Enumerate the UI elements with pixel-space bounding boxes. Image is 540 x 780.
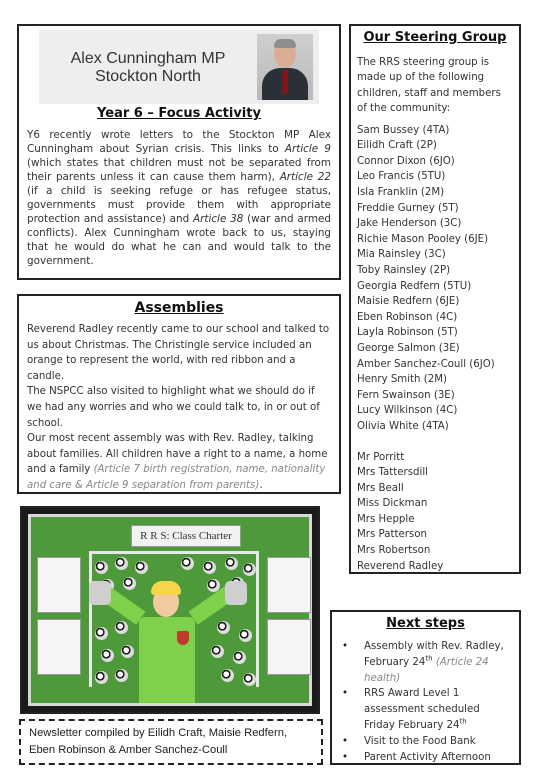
assemblies-para-nspcc: The NSPCC also visited to highlight what we should do if we had any worries and who we could talk to, in or out of school. bbox=[27, 386, 320, 429]
year6-text: Y6 recently wrote letters to the Stockton MP Alex Cunningham about Syrian crisis. This links to Article 9 (which states that children must not be separated from their parents unless it can cause them harm), Article 22 (if a child is seeking refuge or has refugee status, governments must provide them with appropriate protection and assistance) and Article 38 (war and armed conflicts). Alex Cunningham wrote back to us, staying that he would do what he can and would talk to the government. bbox=[27, 129, 332, 267]
list-item: Toby Rainsley (2P) bbox=[357, 264, 451, 276]
list-item: Reverend Radley bbox=[357, 560, 444, 572]
class-charter-photo bbox=[20, 506, 320, 714]
steering-group-intro: The RRS steering group is made up of the following children, staff and members of the community: bbox=[357, 57, 501, 115]
list-item: • RRS Award Level 1 assessment scheduled Friday February 24th bbox=[340, 686, 511, 733]
list-item: Olivia White (4TA) bbox=[357, 420, 449, 432]
assemblies-articles-ref: (Article 7 birth registration, name, nationality and care & Article 9 separation from parents) bbox=[27, 464, 326, 491]
next-steps-list bbox=[340, 639, 511, 765]
list-item: • Parent Activity Afternoon bbox=[340, 750, 511, 766]
list-item: Miss Dickman bbox=[357, 498, 428, 510]
next-steps-title: Next steps bbox=[386, 616, 465, 631]
mp-banner-text bbox=[53, 50, 243, 86]
list-item: Eben Robinson (4C) bbox=[357, 311, 458, 323]
assemblies-para-families: Our most recent assembly was with Rev. Radley, talking about families. All children have a right to a name, a home and a family (Article 7 birth registration, name, nationality and care & Article 9 separation from parents). bbox=[27, 433, 328, 491]
list-item: Layla Robinson (5T) bbox=[357, 327, 458, 339]
shirt-badge-icon bbox=[177, 631, 189, 645]
charter-display-board bbox=[28, 514, 312, 706]
year6-focus-box bbox=[17, 24, 341, 280]
list-item: Georgia Redfern (5TU) bbox=[357, 280, 472, 292]
assemblies-title: Assemblies bbox=[134, 300, 224, 316]
list-item: Leo Francis (5TU) bbox=[357, 171, 446, 183]
list-item: Eilidh Craft (2P) bbox=[357, 140, 437, 152]
list-item: Henry Smith (2M) bbox=[357, 374, 447, 386]
list-item: Sam Bussey (4TA) bbox=[357, 124, 450, 136]
newsletter-credits: Newsletter compiled by Eilidh Craft, Maisie Redfern, Eben Robinson & Amber Sanchez-Coull bbox=[19, 719, 323, 765]
assemblies-para-christmas: Reverend Radley recently came to our school and talked to us about Christmas. The Christingle service included an orange to represent the world, with red ribbon and a candle. bbox=[27, 324, 330, 382]
mp-banner bbox=[39, 30, 319, 104]
steering-children-list bbox=[357, 123, 513, 435]
assemblies-box bbox=[17, 294, 341, 494]
list-item: Mr Porritt bbox=[357, 451, 405, 463]
article-9-ref: Article 9 bbox=[284, 143, 332, 155]
list-item: Fern Swainson (3E) bbox=[357, 389, 455, 401]
list-item: Mrs Tattersdill bbox=[357, 467, 429, 479]
list-item: Richie Mason Pooley (6JE) bbox=[357, 233, 489, 245]
list-item: Mia Rainsley (3C) bbox=[357, 249, 446, 261]
list-item: Mrs Patterson bbox=[357, 529, 427, 541]
list-item: Isla Franklin (2M) bbox=[357, 187, 445, 198]
article-38-ref: Article 38 bbox=[193, 213, 244, 225]
charter-note bbox=[267, 619, 311, 675]
list-item: Mrs Hepple bbox=[357, 513, 415, 525]
steering-adults-list bbox=[357, 450, 513, 575]
list-item: George Salmon (3E) bbox=[357, 342, 460, 354]
list-item: Freddie Gurney (5T) bbox=[357, 202, 459, 214]
list-item: • Visit to the Food Bank bbox=[340, 734, 511, 750]
mp-portrait-image bbox=[257, 34, 313, 100]
charter-note bbox=[37, 557, 81, 613]
charter-title-label: R R S: Class Charter bbox=[131, 525, 241, 547]
mp-constituency: Stockton North bbox=[95, 68, 201, 85]
list-item: Mrs Beall bbox=[357, 482, 404, 494]
steering-group-title: Our Steering Group bbox=[363, 30, 507, 45]
steering-group-box bbox=[349, 24, 521, 574]
list-item: Maisie Redfern (6JE) bbox=[357, 296, 460, 308]
list-item: Jake Henderson (3C) bbox=[357, 218, 462, 230]
list-item: • Assembly with Rev. Radley, February 24th (Article 24 health) bbox=[340, 639, 511, 686]
mp-name: Alex Cunningham MP bbox=[70, 50, 226, 67]
year6-title: Year 6 – Focus Activity bbox=[97, 106, 261, 121]
list-item: Amber Sanchez-Coull (6JO) bbox=[357, 358, 495, 370]
charter-note bbox=[267, 557, 311, 613]
charter-note bbox=[37, 619, 81, 675]
article-22-ref: Article 22 bbox=[279, 171, 332, 183]
list-item: Connor Dixon (6JO) bbox=[357, 155, 455, 167]
list-item: Mrs Robertson bbox=[357, 545, 431, 557]
list-item: Lucy Wilkinson (4C) bbox=[357, 405, 458, 417]
next-steps-box bbox=[330, 610, 521, 765]
